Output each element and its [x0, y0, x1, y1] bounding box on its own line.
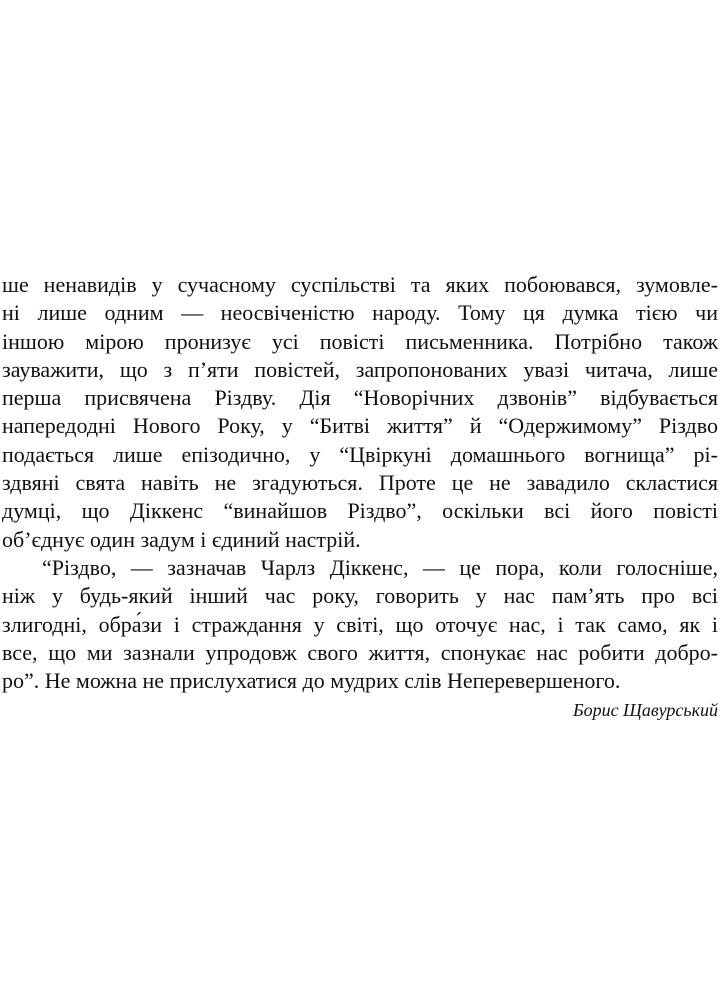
text-line: об’єднує один задум і єдиний настрій.	[2, 526, 361, 552]
text-line: ні лише одним — неосвіченістю народу. Тому ця думка тією чи	[2, 300, 718, 326]
text-line: зауважити, що з п’яти повістей, запропонованих увазі читача, лише	[2, 356, 718, 382]
text-line: ніж у будь-який інший час року, говорить у нас пам’ять про всі	[2, 583, 718, 609]
text-body	[2, 271, 718, 725]
text-line: “Різдво, — зазначав Чарлз Діккенс, — це пора, коли голосніше,	[42, 554, 718, 580]
text-line: злигодні, обра́зи і страждання у світі, що оточує нас, і так само, як і	[2, 611, 718, 637]
text-line: здвяні свята навіть не згадуються. Проте це не завадило скластися	[2, 470, 718, 496]
text-line: перша присвячена Різдву. Дія “Новорічних дзвонів” відбувається	[2, 385, 718, 411]
text-line: подається лише епізодично, у “Цвіркуні домашнього вогнища” рі-	[2, 441, 718, 467]
text-line: думці, що Діккенс “винайшов Різдво”, оскільки всі його повісті	[2, 498, 718, 524]
text-line: все, що ми зазнали упродовж свого життя, спонукає нас робити добро-	[2, 639, 718, 665]
text-line: напередодні Нового Року, у “Битві життя” й “Одержимому” Різдво	[2, 413, 718, 439]
text-line: іншою мірою пронизує усі повісті письменника. Потрібно також	[2, 328, 718, 354]
text-line: ро”. Не можна не прислухатися до мудрих слів Неперевершеного.	[2, 668, 621, 694]
text-line: ше ненавидів у сучасному суспільстві та яких побоювався, зумовле-	[2, 272, 718, 297]
author-signature: Борис Щавурський	[572, 700, 718, 721]
